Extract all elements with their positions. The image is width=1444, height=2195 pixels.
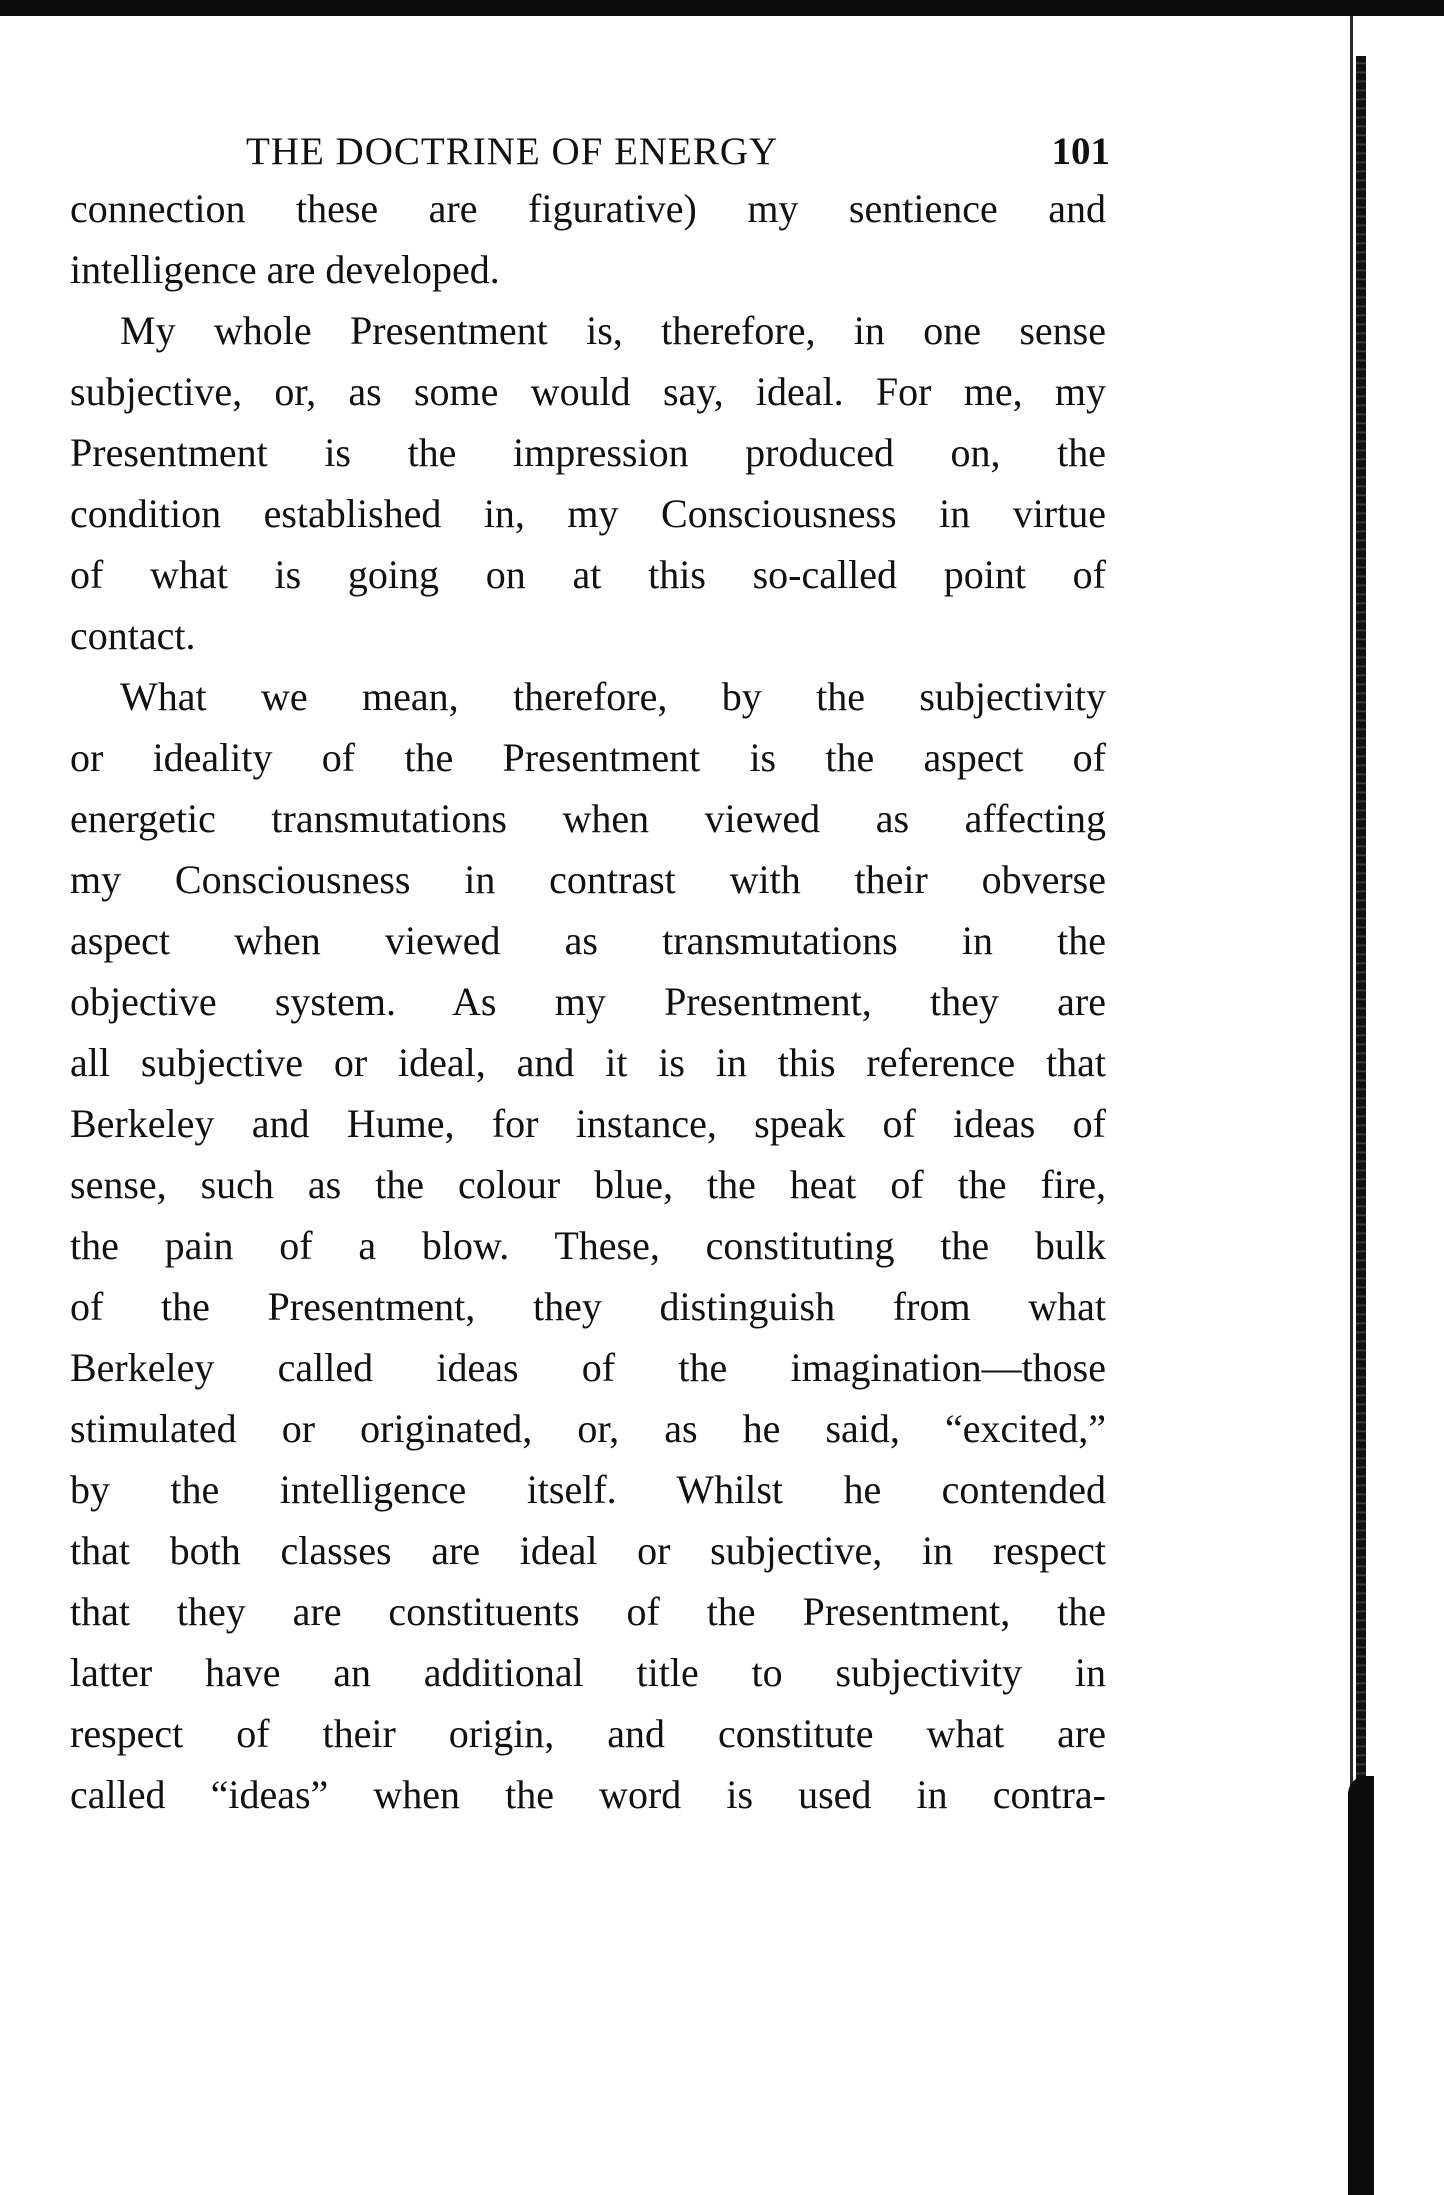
text-line: What we mean, therefore, by the subjectivity	[120, 674, 1106, 719]
text-line: condition established in, my Consciousness in virtue	[70, 491, 1106, 536]
text-line: energetic transmutations when viewed as affecting	[70, 796, 1106, 841]
text-line: stimulated or originated, or, as he said, “excited,”	[70, 1406, 1106, 1451]
text-line: objective system. As my Presentment, they are	[70, 979, 1106, 1024]
page-edge-shadow	[1348, 16, 1444, 2195]
text-line: called “ideas” when the word is used in contra-	[70, 1772, 1106, 1817]
running-title: THE DOCTRINE OF ENERGY	[246, 130, 779, 173]
scan-top-edge	[0, 0, 1444, 16]
text-line: intelligence are developed.	[70, 247, 500, 292]
page-binding-shadow	[1348, 1776, 1374, 2195]
text-line: aspect when viewed as transmutations in the	[70, 918, 1106, 963]
text-line: subjective, or, as some would say, ideal. For me, my	[70, 369, 1106, 414]
text-line: connection these are figurative) my sentience and	[70, 186, 1106, 231]
paragraph	[70, 300, 1106, 666]
paragraph	[70, 666, 1106, 1825]
running-head	[70, 120, 1110, 184]
text-line: Berkeley called ideas of the imagination—those	[70, 1345, 1106, 1390]
text-line: My whole Presentment is, therefore, in one sense	[120, 308, 1106, 353]
text-line: or ideality of the Presentment is the aspect of	[70, 735, 1106, 780]
page-number: 101	[1051, 130, 1110, 173]
text-line: of what is going on at this so-called point of	[70, 552, 1106, 597]
text-line: Berkeley and Hume, for instance, speak of ideas of	[70, 1101, 1106, 1146]
text-line: sense, such as the colour blue, the heat of the fire,	[70, 1162, 1106, 1207]
book-page	[70, 120, 1110, 1825]
body-text	[70, 178, 1106, 1825]
text-line: all subjective or ideal, and it is in this reference that	[70, 1040, 1106, 1085]
text-line: the pain of a blow. These, constituting the bulk	[70, 1223, 1106, 1268]
text-line: Presentment is the impression produced on, the	[70, 430, 1106, 475]
paragraph	[70, 178, 1106, 300]
text-line: by the intelligence itself. Whilst he contended	[70, 1467, 1106, 1512]
text-line: contact.	[70, 613, 196, 658]
text-line: respect of their origin, and constitute what are	[70, 1711, 1106, 1756]
text-line: that they are constituents of the Presentment, the	[70, 1589, 1106, 1634]
text-line: my Consciousness in contrast with their obverse	[70, 857, 1106, 902]
text-line: latter have an additional title to subjectivity in	[70, 1650, 1106, 1695]
text-line: of the Presentment, they distinguish from what	[70, 1284, 1106, 1329]
text-line: that both classes are ideal or subjective, in respect	[70, 1528, 1106, 1573]
